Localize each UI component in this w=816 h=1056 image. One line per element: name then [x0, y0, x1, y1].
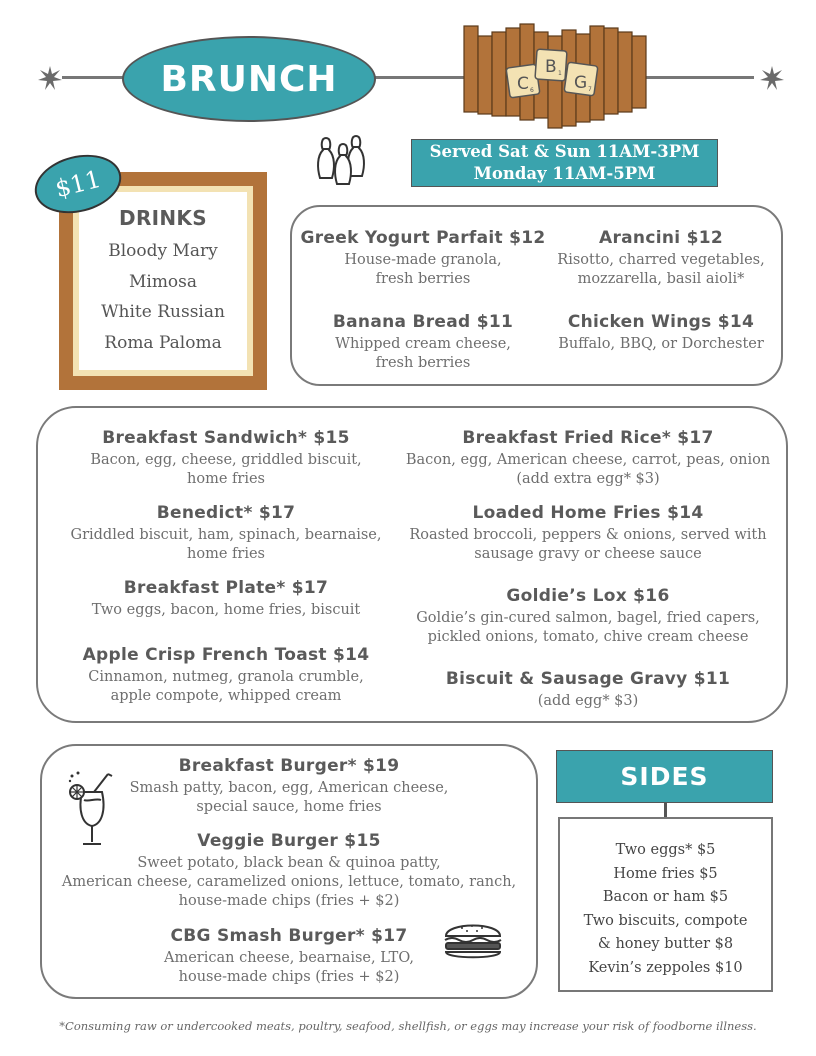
side-item: Two biscuits, compote [583, 912, 748, 929]
item-desc: House-made granola, [344, 252, 502, 268]
logo-letter-c: C [517, 74, 529, 94]
item-desc: fresh berries [375, 271, 471, 287]
item-desc: Whipped cream cheese, [335, 336, 511, 352]
drink-item: Bloody Mary [108, 241, 218, 261]
item-desc: fresh berries [375, 355, 471, 371]
hours-line-1: Served Sat & Sun 11AM-3PM [429, 142, 700, 161]
item-desc: house-made chips (fries + $2) [178, 969, 400, 985]
drinks-list [79, 236, 247, 358]
menu-item [400, 428, 776, 489]
cocktail-icon [64, 770, 116, 850]
side-item: & honey butter $8 [597, 936, 734, 952]
item-title: Breakfast Sandwich* $15 [102, 428, 350, 448]
logo-letter-g: G [574, 73, 588, 93]
side-item: Home fries $5 [613, 865, 718, 882]
item-title: Loaded Home Fries $14 [472, 503, 704, 523]
menu-item [548, 228, 774, 289]
menu-item [50, 645, 402, 706]
disclaimer: *Consuming raw or undercooked meats, poultry, seafood, shellfish, or eggs may increase your risk of foodborne illness. [59, 1019, 757, 1033]
bowling-pins-icon [312, 132, 376, 194]
item-title: Arancini $12 [599, 228, 723, 248]
drink-item: Mimosa [128, 271, 198, 292]
drinks-price: $11 [52, 164, 104, 204]
item-desc: Bacon, egg, American cheese, carrot, peas, onion [405, 452, 771, 468]
item-desc: home fries [187, 546, 265, 562]
title-oval [122, 36, 376, 122]
item-desc: (add extra egg* $3) [516, 471, 660, 487]
item-title: Goldie’s Lox $16 [506, 586, 670, 606]
menu-item [400, 503, 776, 564]
hours-banner [411, 139, 718, 187]
item-desc: Sweet potato, black bean & quinoa patty, [137, 855, 441, 871]
item-desc: Two eggs, bacon, home fries, biscuit [91, 602, 361, 618]
drink-item: White Russian [101, 302, 225, 322]
item-desc: home fries [187, 471, 265, 487]
item-desc: apple compote, whipped cream [110, 688, 342, 704]
drinks-panel [73, 186, 253, 376]
side-item: Bacon or ham $5 [602, 889, 729, 905]
item-desc: Goldie’s gin-cured salmon, bagel, fried capers, [416, 610, 760, 626]
item-desc: special sauce, home fries [196, 799, 382, 815]
logo-sub-6: 6 [530, 87, 534, 94]
drinks-heading: DRINKS [119, 206, 207, 230]
item-desc: American cheese, bearnaise, LTO, [163, 950, 414, 966]
item-title: Biscuit & Sausage Gravy $11 [445, 669, 731, 689]
item-desc: Roasted broccoli, peppers & onions, served with [409, 527, 767, 543]
menu-item [50, 503, 402, 564]
menu-item [400, 586, 776, 647]
menu-item [548, 312, 774, 354]
item-title: Breakfast Fried Rice* $17 [462, 428, 714, 448]
item-desc: Smash patty, bacon, egg, American cheese, [129, 780, 449, 796]
item-title: Apple Crisp French Toast $14 [82, 645, 370, 665]
item-desc: pickled onions, tomato, chive cream cheese [427, 629, 749, 645]
menu-item [50, 831, 528, 911]
menu-item [300, 312, 546, 373]
side-item: Kevin’s zeppoles $10 [588, 959, 743, 976]
sides-heading: SIDES [620, 762, 709, 791]
item-title: Breakfast Burger* $19 [178, 756, 400, 776]
item-desc: Cinnamon, nutmeg, granola crumble, [88, 669, 364, 685]
menu-item [50, 578, 402, 620]
starburst-left-icon [38, 66, 62, 90]
item-desc: Buffalo, BBQ, or Dorchester [558, 336, 764, 352]
item-desc: American cheese, caramelized onions, lettuce, tomato, ranch, [61, 874, 517, 890]
item-desc: Risotto, charred vegetables, [557, 252, 765, 268]
starburst-right-icon [760, 66, 784, 90]
menu-item [50, 756, 528, 817]
item-desc: sausage gravy or cheese sauce [474, 546, 702, 562]
item-desc: (add egg* $3) [537, 693, 639, 709]
hours-line-2: Monday 11AM-5PM [473, 164, 656, 183]
item-title: Benedict* $17 [156, 503, 296, 523]
menu-item [300, 228, 546, 289]
item-desc: Bacon, egg, cheese, griddled biscuit, [90, 452, 362, 468]
page-title: BRUNCH [160, 58, 338, 100]
item-title: Veggie Burger $15 [197, 831, 381, 851]
burger-icon [442, 916, 504, 962]
logo-sub-1: 1 [558, 70, 562, 77]
menu-item [400, 669, 776, 711]
item-title: Banana Bread $11 [332, 312, 514, 332]
logo-sub-7: 7 [588, 86, 592, 93]
sides-connector [664, 803, 667, 818]
item-desc: mozzarella, basil aioli* [577, 271, 745, 287]
sides-header [556, 750, 773, 803]
menu-item [50, 428, 402, 489]
item-desc: Griddled biscuit, ham, spinach, bearnaise, [70, 527, 382, 543]
item-title: CBG Smash Burger* $17 [170, 926, 408, 946]
sides-box [558, 817, 773, 992]
side-item: Two eggs* $5 [615, 842, 716, 858]
drink-item: Roma Paloma [104, 332, 222, 353]
item-title: Greek Yogurt Parfait $12 [300, 228, 546, 248]
item-desc: house-made chips (fries + $2) [178, 893, 400, 909]
item-title: Chicken Wings $14 [567, 312, 755, 332]
item-title: Breakfast Plate* $17 [123, 578, 329, 598]
drinks-inner [79, 192, 247, 370]
cbg-logo [460, 22, 654, 134]
logo-letter-b: B [545, 57, 557, 77]
